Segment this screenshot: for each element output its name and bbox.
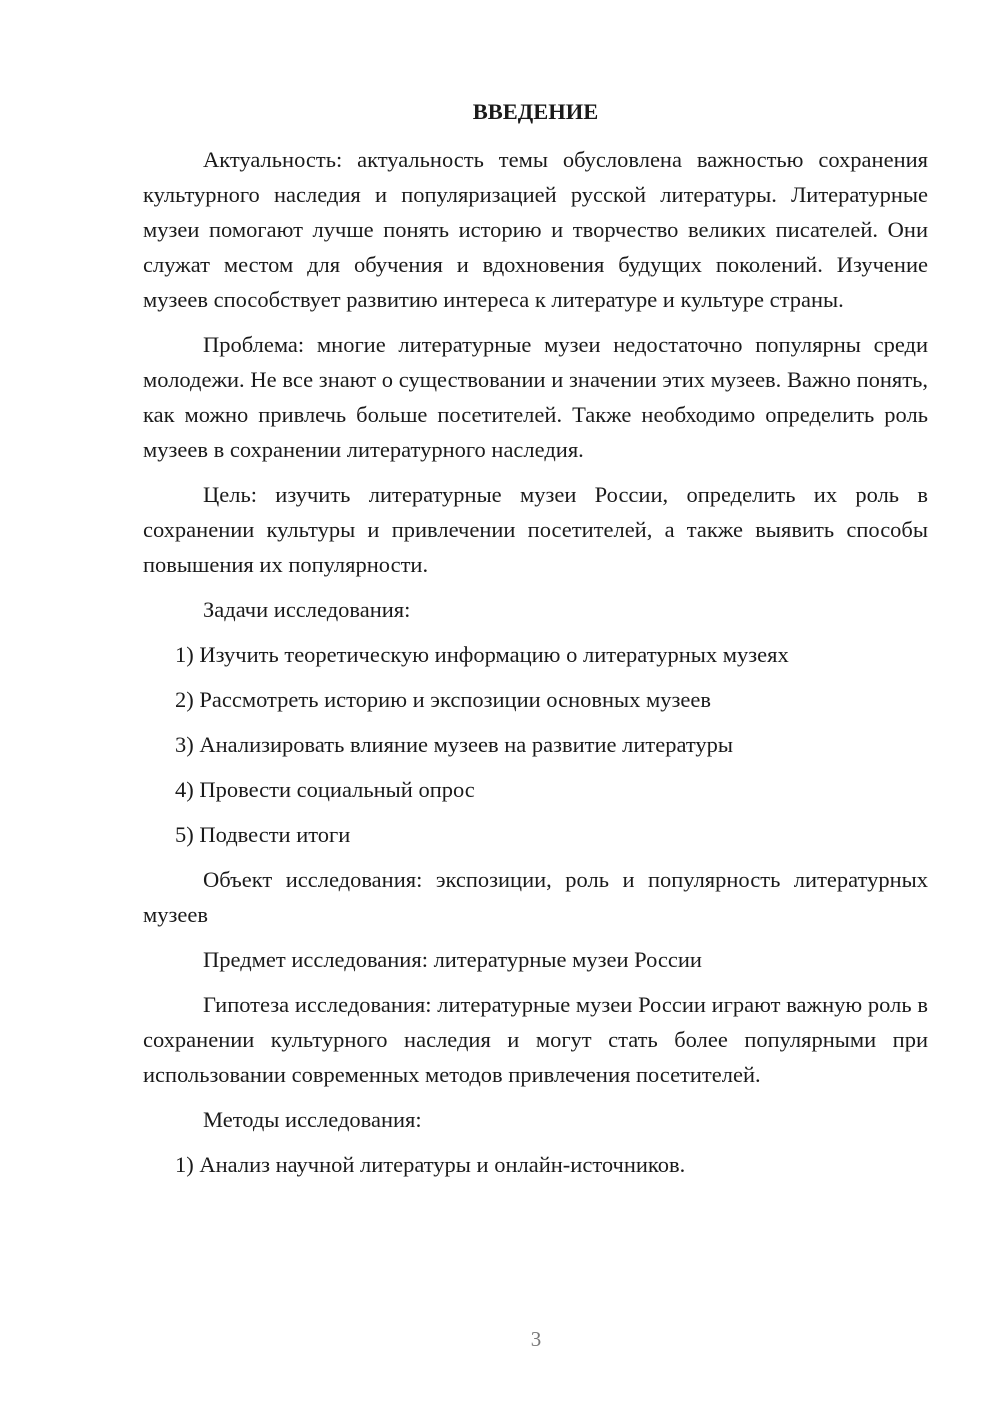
section-heading: ВВЕДЕНИЕ	[472, 99, 599, 124]
page-number: 3	[530, 1327, 542, 1351]
page-body	[143, 94, 928, 1192]
task-item: 1) Изучить теоретическую информацию о литературных музеях	[175, 642, 789, 667]
task-item: 4) Провести социальный опрос	[175, 777, 475, 802]
task-item: 2) Рассмотреть историю и экспозиции основных музеев	[175, 687, 712, 712]
methods-title: Методы исследования:	[203, 1107, 422, 1132]
relevance-paragraph: Актуальность: актуальность темы обусловлена важностью сохранения культурного наследия и популяризацией русской литературы. Литературные музеи помогают лучше понять историю и творчество великих писателей. Они служат местом для обучения и вдохновения будущих поколений. Изучение музеев способствует развитию интереса к литературе и культуре страны.	[143, 147, 928, 312]
task-item: 3) Анализировать влияние музеев на развитие литературы	[175, 732, 734, 757]
hypothesis-paragraph: Гипотеза исследования: литературные музеи России играют важную роль в сохранении культурного наследия и могут стать более популярными при использовании современных методов привлечения посетителей.	[143, 992, 928, 1087]
problem-paragraph: Проблема: многие литературные музеи недостаточно популярны среди молодежи. Не все знают о существовании и значении этих музеев. Важно понять, как можно привлечь больше посетителей. Также необходимо определить роль музеев в сохранении литературного наследия.	[143, 332, 928, 462]
task-item: 5) Подвести итоги	[175, 822, 351, 847]
object-paragraph: Объект исследования: экспозиции, роль и популярность литературных музеев	[143, 867, 928, 927]
subject-paragraph: Предмет исследования: литературные музеи России	[203, 947, 702, 972]
method-item: 1) Анализ научной литературы и онлайн-источников.	[175, 1152, 686, 1177]
goal-paragraph: Цель: изучить литературные музеи России, определить их роль в сохранении культуры и привлечении посетителей, а также выявить способы повышения их популярности.	[143, 482, 928, 577]
tasks-title: Задачи исследования:	[203, 597, 411, 622]
